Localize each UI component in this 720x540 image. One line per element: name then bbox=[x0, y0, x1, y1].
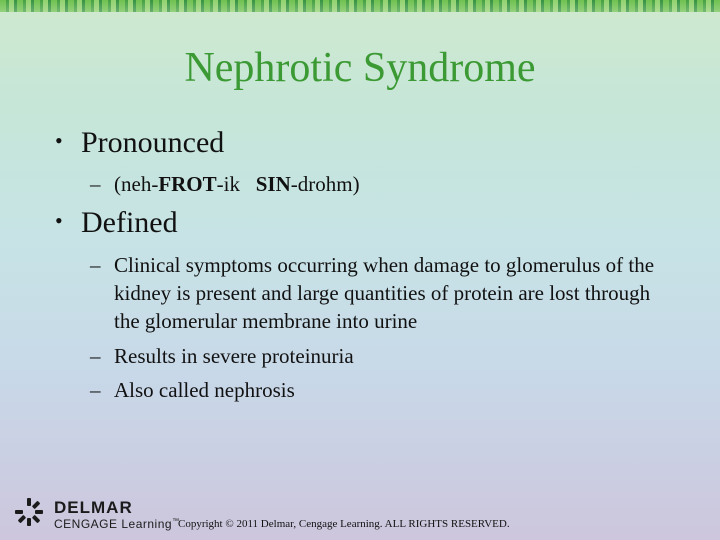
definition-item bbox=[90, 376, 674, 404]
dash-marker: – bbox=[90, 378, 101, 402]
delmar-pinwheel-icon bbox=[14, 497, 44, 527]
definition-text: Clinical symptoms occurring when damage to glomerulus of the kidney is present and large quantities of protein are lost through the glomerular membrane into urine bbox=[114, 253, 655, 333]
pron-stress: SIN bbox=[255, 172, 291, 196]
pronunciation-text bbox=[114, 170, 674, 198]
pron-part: -ik bbox=[216, 172, 256, 196]
pron-stress: FROT bbox=[158, 172, 217, 196]
slide-title: Nephrotic Syndrome bbox=[184, 45, 536, 91]
cengage-learning-brand bbox=[54, 517, 180, 531]
delmar-brand: DELMAR bbox=[54, 498, 133, 517]
definition-item bbox=[90, 251, 674, 335]
definition-text: Results in severe proteinuria bbox=[114, 344, 354, 368]
bullet-label: Pronounced bbox=[81, 126, 225, 159]
bullet-dot-icon: • bbox=[55, 208, 63, 233]
pronunciation-item bbox=[90, 170, 674, 198]
dash-marker: – bbox=[90, 253, 101, 277]
bullet-label: Defined bbox=[81, 206, 178, 239]
copyright-notice: Copyright © 2011 Delmar, Cengage Learning. ALL RIGHTS RESERVED. bbox=[178, 518, 510, 530]
dash-marker: – bbox=[90, 172, 101, 196]
bullet-defined bbox=[55, 206, 178, 240]
definition-text: Also called nephrosis bbox=[114, 378, 295, 402]
pron-part: -drohm) bbox=[290, 172, 360, 196]
dash-marker: – bbox=[90, 344, 101, 368]
pron-part: (neh- bbox=[114, 172, 159, 196]
bullet-dot-icon: • bbox=[55, 128, 63, 153]
definition-item bbox=[90, 342, 674, 370]
bullet-pronounced bbox=[55, 126, 224, 160]
publisher-name: CENGAGE Learning bbox=[54, 517, 173, 531]
top-band-shade bbox=[0, 0, 720, 12]
trademark-mark: ™ bbox=[172, 518, 180, 525]
